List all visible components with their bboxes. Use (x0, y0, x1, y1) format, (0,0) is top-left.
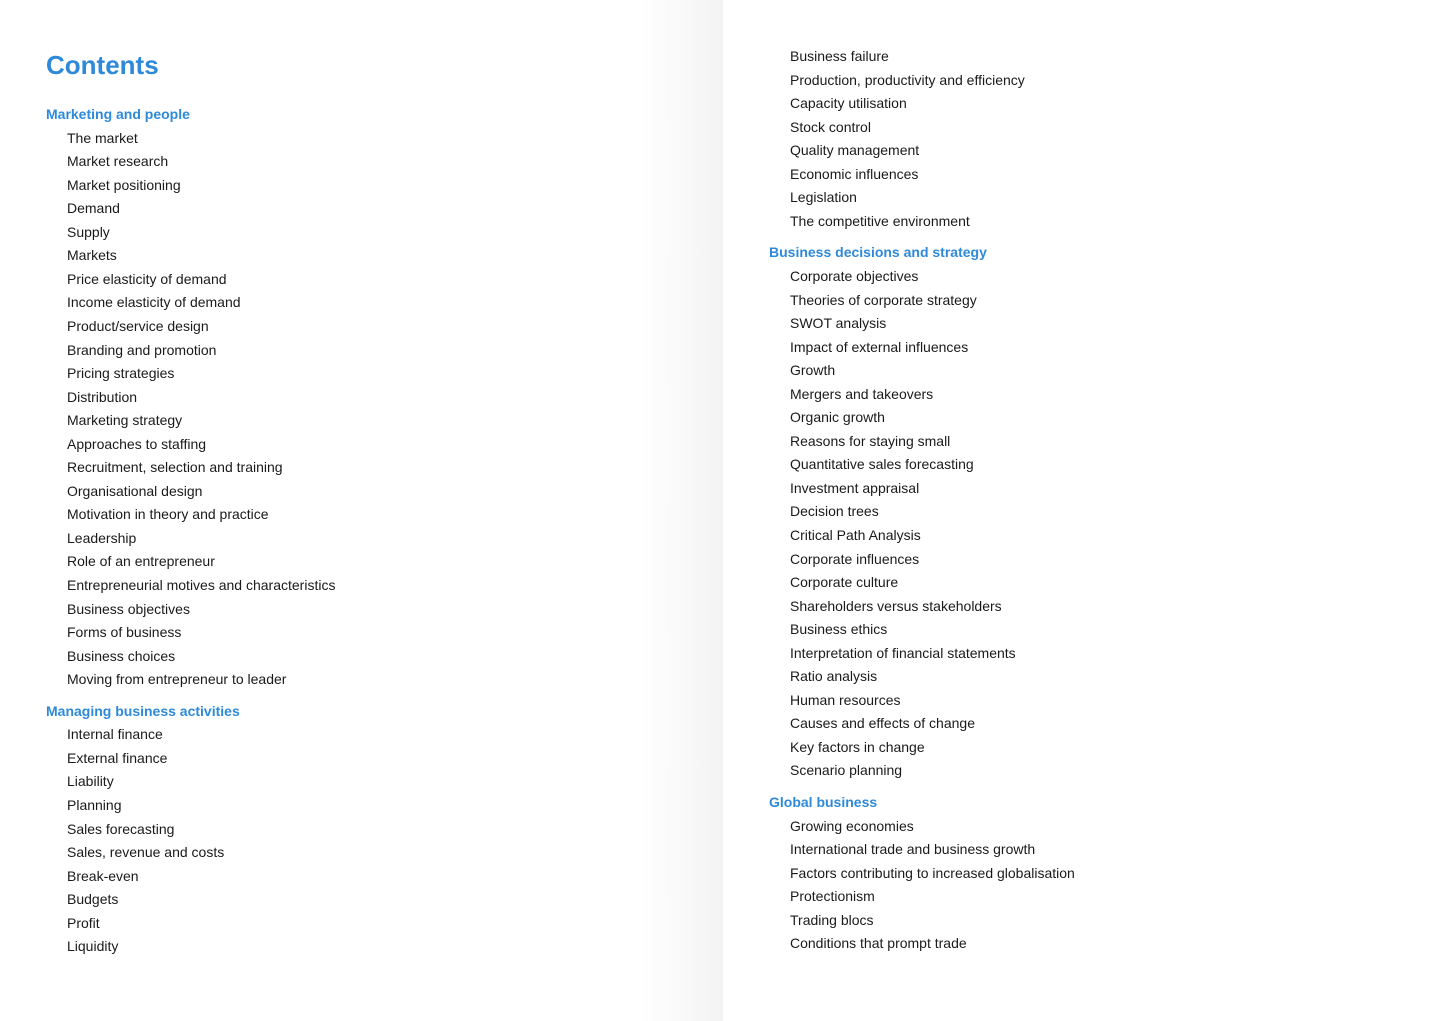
toc-item[interactable]: Corporate influences (790, 550, 920, 567)
toc-item[interactable]: Product/service design (67, 317, 209, 334)
toc-item[interactable]: Factors contributing to increased globalisation (790, 864, 1075, 881)
toc-section-business-decisions-and-strategy (769, 241, 1075, 783)
toc-item[interactable]: Sales forecasting (67, 820, 175, 837)
toc-item-list (46, 723, 335, 958)
toc-item[interactable]: Entrepreneurial motives and characteristics (67, 576, 336, 593)
toc-item[interactable]: Legislation (790, 189, 857, 206)
toc-item[interactable]: Mergers and takeovers (790, 385, 934, 402)
toc-item[interactable]: Key factors in change (790, 738, 925, 755)
toc-item[interactable]: Business objectives (67, 600, 190, 617)
toc-item[interactable]: Corporate objectives (790, 267, 919, 284)
toc-item[interactable]: Quantitative sales forecasting (790, 456, 974, 473)
toc-item[interactable]: Business failure (790, 48, 889, 64)
toc-item[interactable]: Human resources (790, 691, 901, 708)
toc-item[interactable]: Organisational design (67, 482, 203, 499)
toc-item[interactable]: Planning (67, 796, 122, 813)
toc-item[interactable]: Budgets (67, 891, 119, 908)
toc-item[interactable]: Internal finance (67, 726, 163, 743)
toc-item[interactable]: Impact of external influences (790, 338, 969, 355)
section-heading[interactable]: Business decisions and strategy (769, 244, 987, 261)
toc-item[interactable]: Investment appraisal (790, 479, 920, 496)
toc-item[interactable]: Growing economies (790, 817, 914, 834)
toc-item[interactable]: SWOT analysis (790, 315, 887, 332)
toc-item[interactable]: Supply (67, 223, 110, 240)
toc-item-list (46, 127, 335, 692)
toc-item[interactable]: Reasons for staying small (790, 432, 951, 449)
toc-item[interactable]: Trading blocs (790, 911, 874, 928)
toc-item[interactable]: Markets (67, 247, 117, 264)
toc-item[interactable]: Interpretation of financial statements (790, 644, 1016, 661)
toc-item[interactable]: Business ethics (790, 621, 888, 638)
toc-section-global-business (769, 791, 1075, 956)
section-heading[interactable]: Marketing and people (46, 106, 190, 122)
toc-item[interactable]: Market positioning (67, 176, 181, 193)
toc-item[interactable]: Ratio analysis (790, 668, 878, 685)
toc-item-list (769, 815, 1075, 956)
toc-section-marketing-and-people (46, 103, 335, 692)
toc-item[interactable]: Corporate culture (790, 574, 899, 591)
toc-item-list (769, 265, 1075, 783)
toc-item[interactable]: Profit (67, 914, 100, 931)
toc-item[interactable]: Organic growth (790, 409, 885, 426)
toc-item[interactable]: Business choices (67, 647, 176, 664)
toc-item[interactable]: Capacity utilisation (790, 95, 907, 112)
toc-item[interactable]: Theories of corporate strategy (790, 291, 977, 308)
toc-item[interactable]: Break-even (67, 867, 139, 884)
toc-item[interactable]: Decision trees (790, 503, 879, 520)
toc-item[interactable]: Motivation in theory and practice (67, 506, 269, 523)
toc-item[interactable]: Causes and effects of change (790, 715, 975, 732)
toc-item[interactable]: Liquidity (67, 938, 119, 955)
toc-item[interactable]: External finance (67, 749, 168, 766)
toc-item[interactable]: International trade and business growth (790, 841, 1036, 858)
toc-item[interactable]: Growth (790, 362, 836, 379)
toc-item[interactable]: Liability (67, 773, 114, 790)
section-heading[interactable]: Global business (769, 794, 878, 810)
toc-item[interactable]: Recruitment, selection and training (67, 459, 283, 476)
toc-item[interactable]: Moving from entrepreneur to leader (67, 671, 287, 688)
toc-item[interactable]: Marketing strategy (67, 412, 183, 429)
right-toc-column (769, 45, 1075, 964)
toc-item[interactable]: Conditions that prompt trade (790, 935, 967, 952)
toc-item[interactable]: Forms of business (67, 624, 182, 641)
toc-item[interactable]: Shareholders versus stakeholders (790, 597, 1002, 614)
contents-title: Contents (46, 50, 159, 80)
toc-item[interactable]: Economic influences (790, 165, 919, 182)
toc-item[interactable]: Production, productivity and efficiency (790, 71, 1025, 88)
toc-item[interactable]: Price elasticity of demand (67, 270, 227, 287)
toc-item[interactable]: Market research (67, 153, 169, 170)
toc-item[interactable]: Protectionism (790, 888, 875, 905)
toc-section-managing-business-activities (46, 700, 335, 959)
toc-item[interactable]: Scenario planning (790, 762, 903, 779)
section-heading[interactable]: Managing business activities (46, 702, 240, 719)
toc-item[interactable]: Role of an entrepreneur (67, 553, 215, 570)
toc-item[interactable]: The market (67, 129, 138, 146)
toc-item[interactable]: Pricing strategies (67, 365, 175, 382)
toc-item[interactable]: Critical Path Analysis (790, 526, 921, 543)
toc-item-list (769, 45, 1075, 233)
toc-item[interactable]: Income elasticity of demand (67, 294, 241, 311)
toc-item[interactable]: Sales, revenue and costs (67, 844, 225, 861)
toc-item[interactable]: Quality management (790, 142, 920, 159)
toc-item[interactable]: Branding and promotion (67, 341, 217, 358)
left-toc-column (46, 103, 335, 967)
toc-section-continued (769, 45, 1075, 233)
toc-item[interactable]: Distribution (67, 388, 138, 405)
toc-item[interactable]: Stock control (790, 118, 871, 135)
toc-item[interactable]: Approaches to staffing (67, 435, 207, 452)
toc-item[interactable]: Leadership (67, 529, 137, 546)
toc-item[interactable]: Demand (67, 200, 120, 217)
toc-item[interactable]: The competitive environment (790, 212, 970, 229)
